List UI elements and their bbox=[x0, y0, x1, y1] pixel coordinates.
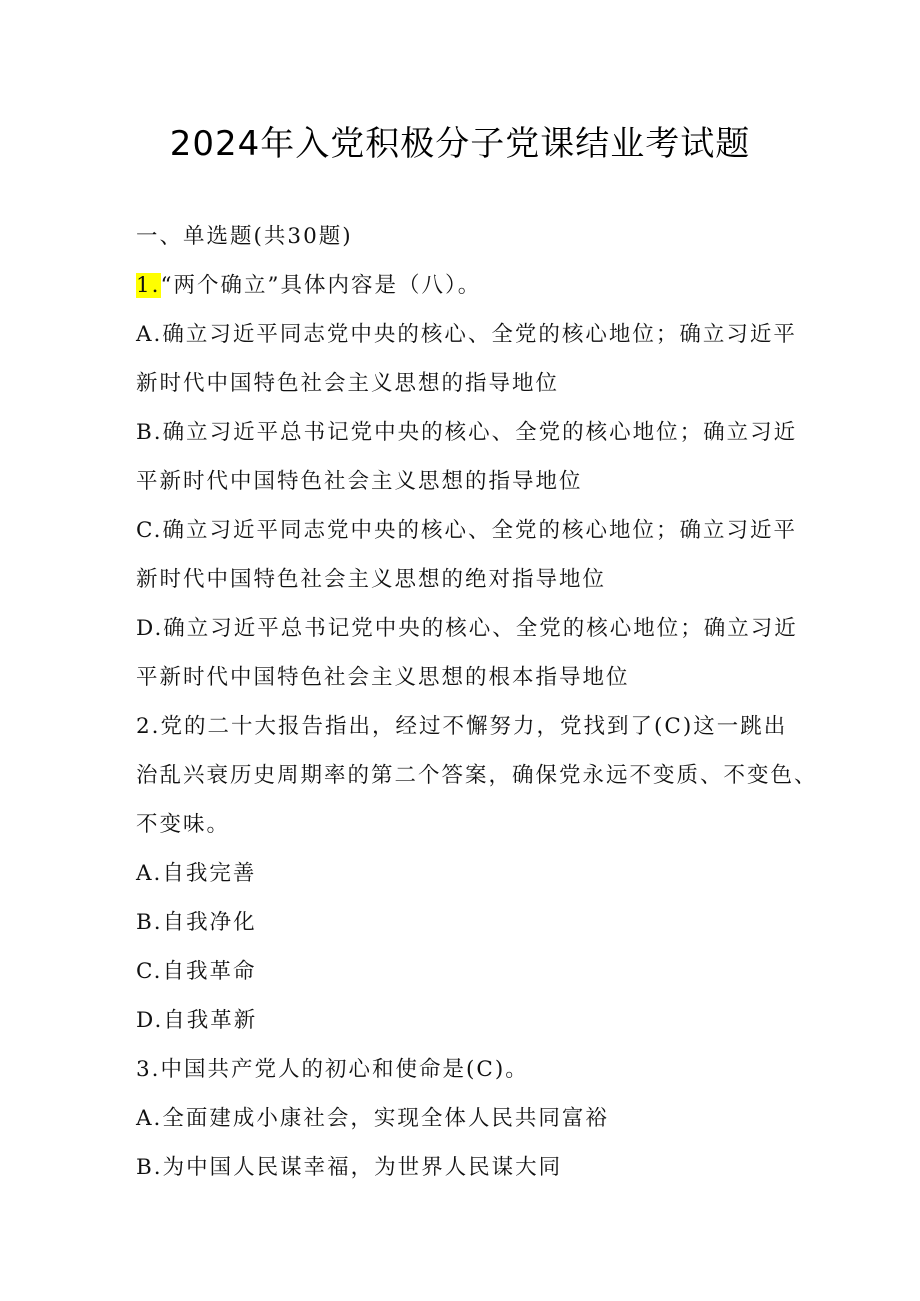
question-3-stem: 3.中国共产党人的初心和使命是(C)。 bbox=[136, 1057, 529, 1082]
question-1-option-a-line-1: A.确立习近平同志党中央的核心、全党的核心地位；确立习近平 bbox=[136, 322, 797, 347]
question-1-option-c-line-2: 新时代中国特色社会主义思想的绝对指导地位 bbox=[136, 567, 607, 592]
question-1-option-a-line-2: 新时代中国特色社会主义思想的指导地位 bbox=[136, 371, 560, 396]
question-1-stem: 1.“两个确立”具体内容是（八）。 bbox=[136, 273, 482, 298]
question-2-stem-line-2: 治乱兴衰历史周期率的第二个答案，确保党永远不变质、不变色、 bbox=[136, 763, 818, 788]
question-2-option-d: D.自我革新 bbox=[136, 1008, 258, 1033]
document-title: 2024年入党积极分子党课结业考试题 bbox=[169, 124, 751, 164]
question-1-option-c-line-1: C.确立习近平同志党中央的核心、全党的核心地位；确立习近平 bbox=[136, 518, 798, 543]
question-2-option-c: C.自我革命 bbox=[136, 959, 257, 984]
question-1-option-b-line-1: B.确立习近平总书记党中央的核心、全党的核心地位；确立习近 bbox=[136, 420, 798, 445]
question-2-stem-line-3: 不变味。 bbox=[136, 812, 231, 837]
question-1-number-highlight: 1. bbox=[136, 273, 161, 298]
question-2-stem-line-1: 2.党的二十大报告指出，经过不懈努力，党找到了(C)这一跳出 bbox=[136, 714, 788, 739]
question-1-option-b-line-2: 平新时代中国特色社会主义思想的指导地位 bbox=[136, 469, 583, 494]
question-2-option-a: A.自我完善 bbox=[136, 861, 257, 886]
question-2-option-b: B.自我净化 bbox=[136, 910, 257, 935]
question-1-option-d-line-1: D.确立习近平总书记党中央的核心、全党的核心地位；确立习近 bbox=[136, 616, 798, 641]
question-3-option-a: A.全面建成小康社会，实现全体人民共同富裕 bbox=[136, 1106, 609, 1131]
section-heading: 一、单选题(共30题) bbox=[136, 224, 353, 249]
question-3-option-b: B.为中国人民谋幸福，为世界人民谋大同 bbox=[136, 1155, 563, 1180]
question-1-option-d-line-2: 平新时代中国特色社会主义思想的根本指导地位 bbox=[136, 665, 630, 690]
document-body bbox=[136, 212, 818, 1192]
